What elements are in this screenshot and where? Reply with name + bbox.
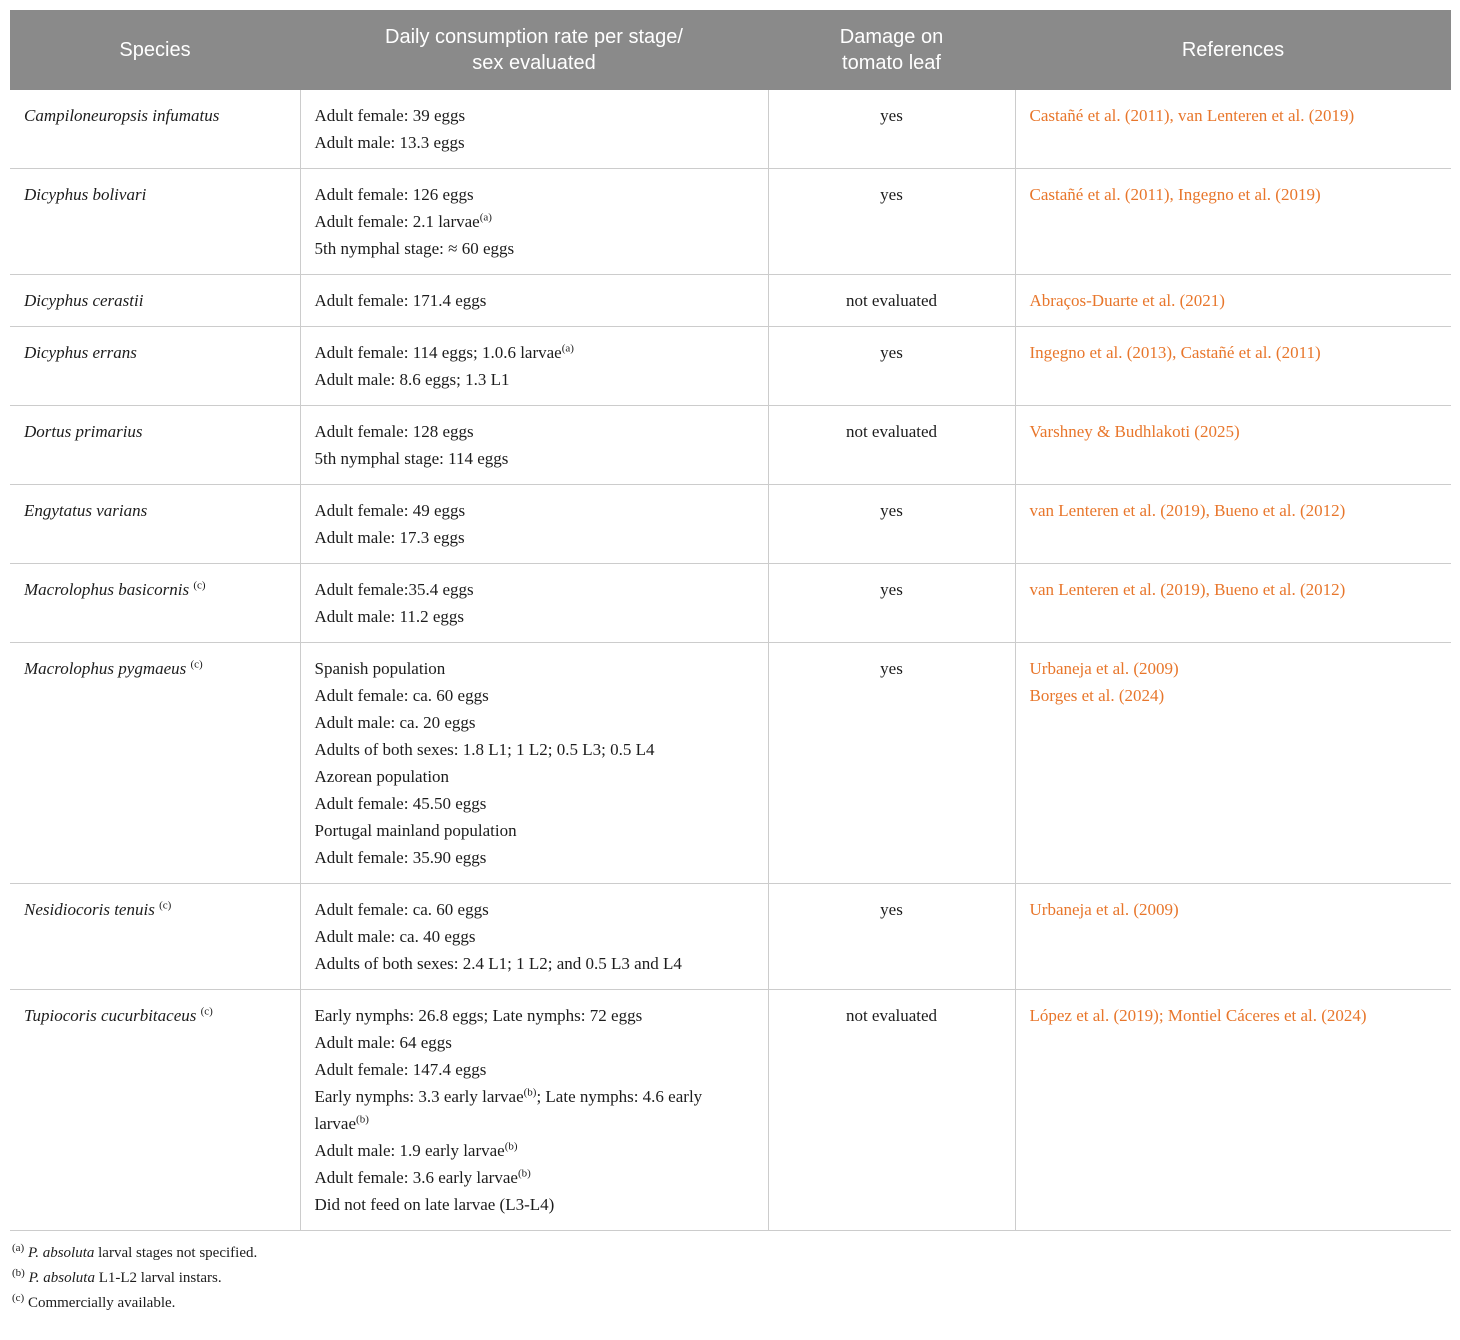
consumption-cell (300, 884, 768, 990)
col-header-consumption-line2: sex evaluated (472, 52, 596, 74)
consumption-line: Adult female: 49 eggs (314, 501, 466, 520)
col-header-species-label: Species (119, 39, 191, 61)
consumption-line: Adult male: 13.3 eggs (314, 133, 465, 152)
table-row (10, 90, 1451, 169)
table-row (10, 327, 1451, 406)
table-row (10, 485, 1451, 564)
consumption-line: Adult female: 171.4 eggs (314, 291, 487, 310)
species-cell (10, 990, 300, 1231)
col-header-consumption-line1: Daily consumption rate per stage/ (385, 26, 683, 48)
damage-cell: yes (768, 884, 1015, 990)
consumption-line: Portugal mainland population (314, 821, 517, 840)
species-cell (10, 643, 300, 884)
consumption-cell (300, 990, 768, 1231)
consumption-line: Early nymphs: 3.3 early larvae$^{(b)}$; Late nymphs: 4.6 early larvae$^{(b)}$ (314, 1086, 703, 1133)
species-cell (10, 90, 300, 169)
damage-cell: yes (768, 169, 1015, 275)
species-name: Dicyphus bolivari (24, 185, 147, 204)
consumption-cell (300, 643, 768, 884)
damage-cell: yes (768, 327, 1015, 406)
header-row (10, 10, 1451, 90)
table-row (10, 406, 1451, 485)
reference-line (1030, 497, 1438, 524)
reference-line (1030, 287, 1438, 314)
references-cell (1015, 90, 1451, 169)
species-name: Macrolophus basicornis (24, 580, 190, 599)
reference-line (1030, 181, 1438, 208)
col-header-damage (768, 10, 1015, 90)
consumption-line: Adult female: 2.1 larvae$^{(a)}$ (314, 211, 492, 231)
reference-link[interactable]: Ingegno et al. (2019) (1178, 185, 1321, 204)
reference-link[interactable]: Castañé et al. (2011) (1180, 343, 1321, 362)
consumption-line: 5th nymphal stage: 114 eggs (314, 449, 509, 468)
species-footnote-marker: (c) (190, 658, 203, 671)
reference-link[interactable]: Castañé et al. (2011) (1029, 185, 1170, 204)
consumption-line: Early nymphs: 26.8 eggs; Late nymphs: 72 eggs (314, 1006, 643, 1025)
consumption-line: 5th nymphal stage: ≈ 60 eggs (314, 239, 515, 258)
reference-link[interactable]: Borges et al. (2024) (1029, 686, 1165, 705)
species-footnote-marker: (c) (159, 899, 172, 912)
references-cell (1015, 485, 1451, 564)
species-name: Nesidiocoris tenuis (24, 900, 155, 919)
consumption-cell (300, 169, 768, 275)
species-name: Engytatus varians (24, 501, 148, 520)
reference-link[interactable]: Castañé et al. (2011) (1029, 106, 1170, 125)
col-header-consumption (300, 10, 768, 90)
reference-link[interactable]: van Lenteren et al. (2019) (1029, 501, 1206, 520)
footnote-b: $^{(b)}$ P. absoluta L1-L2 larval instars. (12, 1267, 222, 1286)
damage-cell: not evaluated (768, 990, 1015, 1231)
damage-cell: yes (768, 564, 1015, 643)
consumption-line: Adult female: 128 eggs (314, 422, 474, 441)
consumption-line: Adult male: 17.3 eggs (314, 528, 465, 547)
reference-line (1030, 896, 1438, 923)
species-cell (10, 327, 300, 406)
reference-link[interactable]: van Lenteren et al. (2019) (1029, 580, 1206, 599)
consumption-line: Adult male: 11.2 eggs (314, 607, 465, 626)
col-header-references-label: References (1181, 39, 1285, 61)
reference-link[interactable]: Bueno et al. (2012) (1214, 501, 1346, 520)
table-body (10, 90, 1451, 1231)
col-header-species (10, 10, 300, 90)
reference-separator: , (1205, 501, 1215, 520)
damage-cell: yes (768, 643, 1015, 884)
table-header (10, 10, 1451, 90)
reference-line (1030, 655, 1438, 682)
table-row (10, 884, 1451, 990)
table-row (10, 643, 1451, 884)
reference-line (1030, 339, 1438, 366)
col-header-references (1015, 10, 1451, 90)
reference-link[interactable]: Abraços-Duarte et al. (2021) (1029, 291, 1225, 310)
consumption-line: Adult female: 114 eggs; 1.0.6 larvae$^{(a)}$ (314, 342, 574, 362)
consumption-cell (300, 564, 768, 643)
consumption-line: Adult female: ca. 60 eggs (314, 900, 489, 919)
reference-line (1030, 102, 1438, 129)
reference-separator: , (1205, 580, 1215, 599)
consumption-cell (300, 327, 768, 406)
table-row (10, 275, 1451, 327)
references-cell (1015, 884, 1451, 990)
footnotes (10, 1241, 1451, 1316)
species-name: Dortus primarius (24, 422, 143, 441)
consumption-line: Spanish population (314, 659, 446, 678)
reference-line (1030, 418, 1438, 445)
reference-separator: , (1169, 185, 1179, 204)
reference-line (1030, 682, 1438, 709)
consumption-line: Adult male: 8.6 eggs; 1.3 L1 (314, 370, 510, 389)
references-cell (1015, 327, 1451, 406)
species-name: Dicyphus cerastii (24, 291, 144, 310)
consumption-cell (300, 406, 768, 485)
reference-link[interactable]: Varshney & Budhlakoti (2025) (1029, 422, 1240, 441)
consumption-line: Adult female: 147.4 eggs (314, 1060, 487, 1079)
species-cell (10, 169, 300, 275)
reference-link[interactable]: Bueno et al. (2012) (1214, 580, 1346, 599)
consumption-table (10, 10, 1451, 1231)
table-row (10, 564, 1451, 643)
reference-link[interactable]: López et al. (2019) (1029, 1006, 1159, 1025)
consumption-line: Adult male: ca. 20 eggs (314, 713, 476, 732)
consumption-line: Adult female: 126 eggs (314, 185, 474, 204)
consumption-line: Adult female:35.4 eggs (314, 580, 474, 599)
table-row (10, 169, 1451, 275)
reference-line (1030, 576, 1438, 603)
consumption-line: Adult female: 3.6 early larvae$^{(b)}$ (314, 1167, 531, 1187)
species-name: Macrolophus pygmaeus (24, 659, 187, 678)
references-cell (1015, 990, 1451, 1231)
consumption-line: Adult female: ca. 60 eggs (314, 686, 489, 705)
reference-separator: , (1169, 106, 1179, 125)
col-header-damage-line2: tomato leaf (842, 52, 941, 74)
col-header-damage-line1: Damage on (839, 26, 944, 48)
reference-link[interactable]: Ingegno et al. (2013) (1029, 343, 1173, 362)
consumption-line: Adult male: 1.9 early larvae$^{(b)}$ (314, 1140, 518, 1160)
consumption-cell (300, 275, 768, 327)
references-cell (1015, 406, 1451, 485)
consumption-line: Azorean population (314, 767, 450, 786)
references-cell (1015, 275, 1451, 327)
consumption-line: Adults of both sexes: 1.8 L1; 1 L2; 0.5 L3; 0.5 L4 (314, 740, 655, 759)
species-footnote-marker: (c) (200, 1005, 213, 1018)
reference-separator: , (1172, 343, 1181, 362)
consumption-cell (300, 90, 768, 169)
consumption-line: Adults of both sexes: 2.4 L1; 1 L2; and 0.5 L3 and L4 (314, 954, 682, 973)
damage-cell: yes (768, 90, 1015, 169)
consumption-cell (300, 485, 768, 564)
species-cell (10, 275, 300, 327)
references-cell (1015, 643, 1451, 884)
damage-cell: not evaluated (768, 406, 1015, 485)
consumption-line: Did not feed on late larvae (L3-L4) (314, 1195, 555, 1214)
species-cell (10, 884, 300, 990)
damage-cell: not evaluated (768, 275, 1015, 327)
species-name: Tupiocoris cucurbitaceus (24, 1006, 197, 1025)
footnote-a: $^{(a)}$ P. absoluta larval stages not specified. (12, 1242, 258, 1261)
reference-link[interactable]: Urbaneja et al. (2009) (1029, 900, 1179, 919)
consumption-line: Adult male: 64 eggs (314, 1033, 452, 1052)
species-name: Campiloneuropsis infumatus (24, 106, 220, 125)
reference-link[interactable]: Montiel Cáceres et al. (2024) (1167, 1006, 1367, 1025)
table-row (10, 990, 1451, 1231)
species-cell (10, 406, 300, 485)
reference-separator: ; (1158, 1006, 1168, 1025)
consumption-line: Adult female: 35.90 eggs (314, 848, 487, 867)
reference-line (1030, 1002, 1438, 1029)
reference-link[interactable]: Urbaneja et al. (2009) (1029, 659, 1179, 678)
damage-cell: yes (768, 485, 1015, 564)
footnote-c: $^{(c)}$ Commercially available. (12, 1292, 176, 1311)
references-cell (1015, 169, 1451, 275)
reference-link[interactable]: van Lenteren et al. (2019) (1178, 106, 1355, 125)
species-footnote-marker: (c) (193, 579, 206, 592)
species-cell (10, 485, 300, 564)
consumption-line: Adult male: ca. 40 eggs (314, 927, 476, 946)
species-name: Dicyphus errans (24, 343, 137, 362)
species-cell (10, 564, 300, 643)
references-cell (1015, 564, 1451, 643)
consumption-line: Adult female: 39 eggs (314, 106, 466, 125)
consumption-line: Adult female: 45.50 eggs (314, 794, 487, 813)
